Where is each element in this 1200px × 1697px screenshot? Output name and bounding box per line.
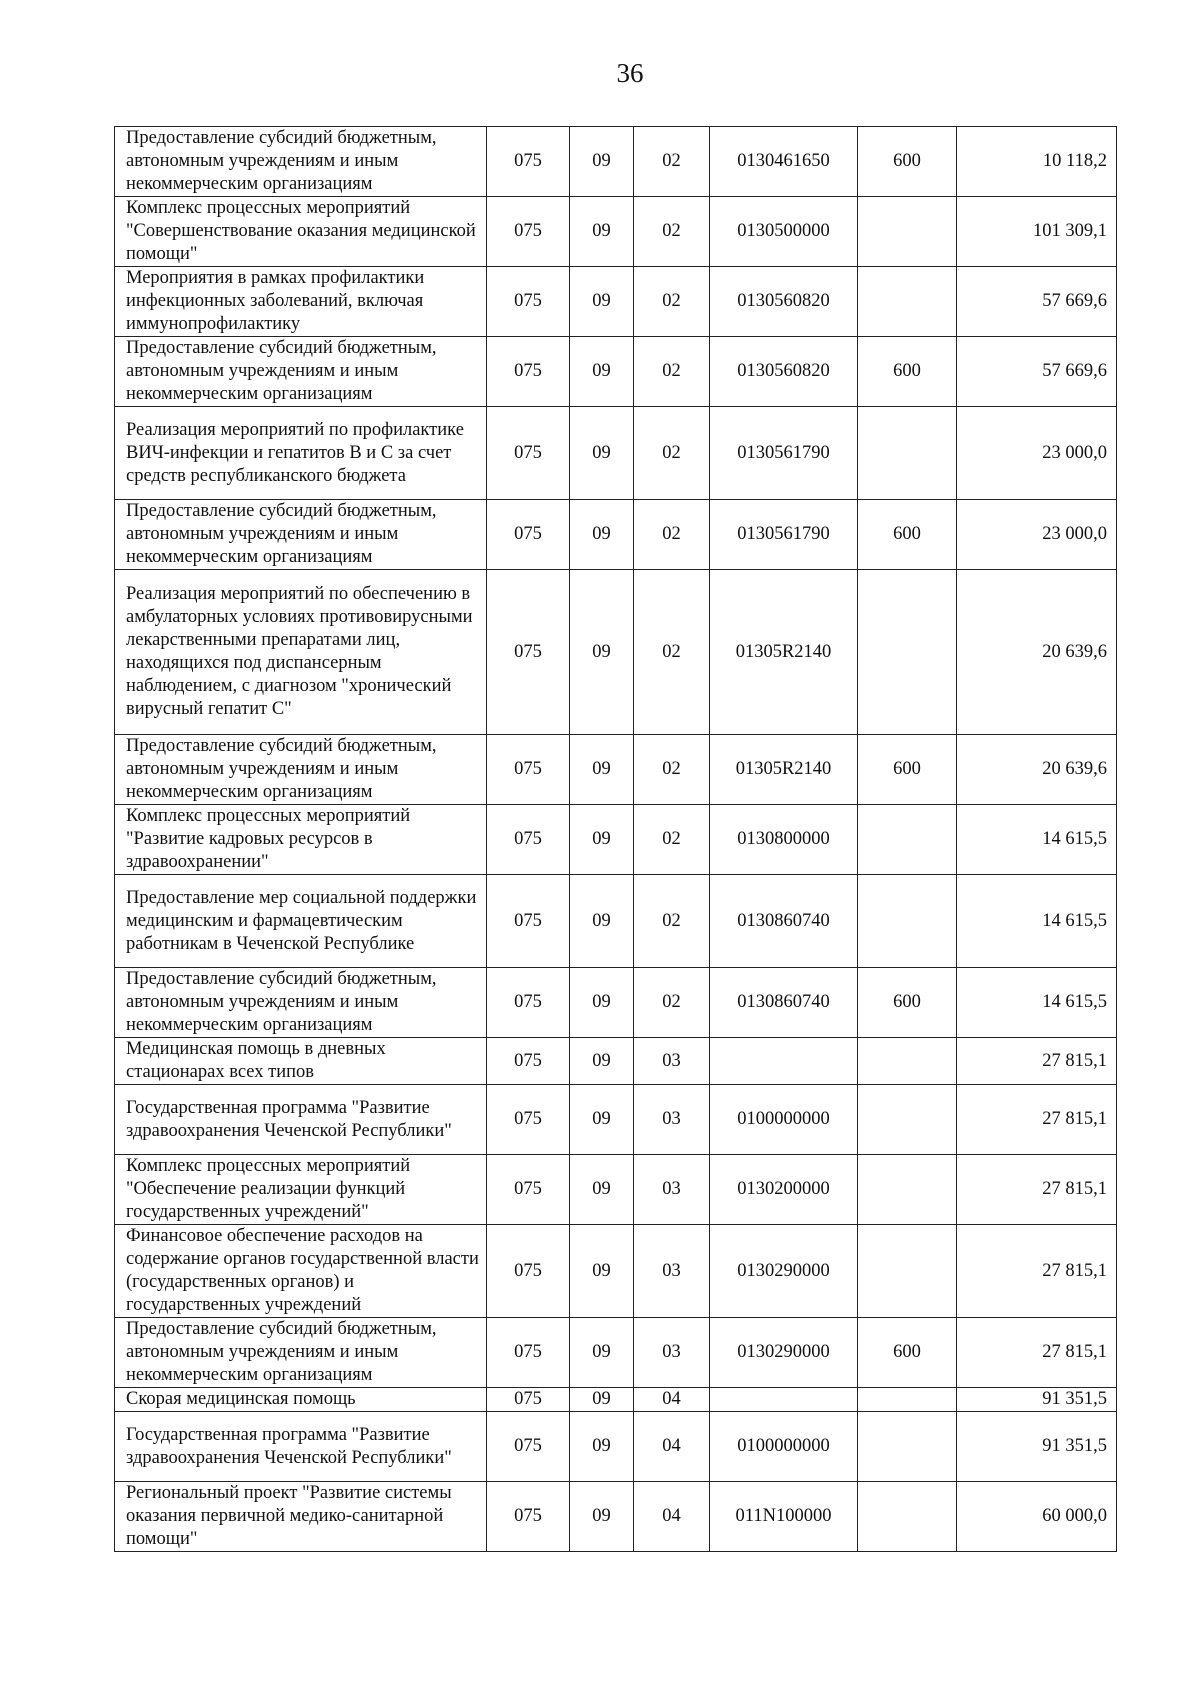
table-cell-name: Предоставление субсидий бюджетным, автономным учреждениям и иным некоммерческим организациям bbox=[115, 500, 487, 570]
table-cell-grbs: 075 bbox=[487, 127, 570, 197]
table-cell-amount: 27 815,1 bbox=[957, 1318, 1117, 1388]
page-number: 36 bbox=[616, 58, 644, 88]
table-cell-target-article: 0130200000 bbox=[710, 1155, 858, 1225]
table-row bbox=[115, 407, 1117, 500]
table-row bbox=[115, 337, 1117, 407]
table-cell-target-article: 011N100000 bbox=[710, 1482, 858, 1552]
table-cell-subsection: 02 bbox=[634, 337, 710, 407]
table-cell-amount: 14 615,5 bbox=[957, 968, 1117, 1038]
table-cell-expense-type bbox=[858, 1085, 957, 1155]
table-cell-grbs: 075 bbox=[487, 1318, 570, 1388]
table-cell-target-article: 0130800000 bbox=[710, 805, 858, 875]
table-cell-subsection: 02 bbox=[634, 127, 710, 197]
table-cell-subsection: 03 bbox=[634, 1085, 710, 1155]
budget-table bbox=[114, 126, 1117, 1552]
table-cell-section: 09 bbox=[570, 1038, 634, 1085]
table-cell-section: 09 bbox=[570, 1225, 634, 1318]
table-cell-target-article: 0130860740 bbox=[710, 875, 858, 968]
table-row bbox=[115, 735, 1117, 805]
table-cell-expense-type bbox=[858, 1388, 957, 1412]
table-cell-subsection: 02 bbox=[634, 805, 710, 875]
table-cell-amount: 20 639,6 bbox=[957, 570, 1117, 735]
table-row bbox=[115, 875, 1117, 968]
table-cell-subsection: 04 bbox=[634, 1412, 710, 1482]
table-cell-expense-type bbox=[858, 267, 957, 337]
table-cell-name: Медицинская помощь в дневных стационарах всех типов bbox=[115, 1038, 487, 1085]
table-cell-amount: 27 815,1 bbox=[957, 1225, 1117, 1318]
table-cell-grbs: 075 bbox=[487, 1085, 570, 1155]
table-cell-grbs: 075 bbox=[487, 875, 570, 968]
table-cell-target-article bbox=[710, 1388, 858, 1412]
table-cell-amount: 91 351,5 bbox=[957, 1412, 1117, 1482]
table-row bbox=[115, 1085, 1117, 1155]
table-cell-subsection: 02 bbox=[634, 735, 710, 805]
table-cell-section: 09 bbox=[570, 1482, 634, 1552]
table-cell-grbs: 075 bbox=[487, 1225, 570, 1318]
table-cell-grbs: 075 bbox=[487, 968, 570, 1038]
table-cell-expense-type: 600 bbox=[858, 1318, 957, 1388]
table-cell-expense-type: 600 bbox=[858, 127, 957, 197]
table-cell-subsection: 02 bbox=[634, 500, 710, 570]
table-cell-grbs: 075 bbox=[487, 1412, 570, 1482]
table-row bbox=[115, 267, 1117, 337]
table-cell-target-article: 0100000000 bbox=[710, 1412, 858, 1482]
table-cell-name: Комплекс процессных мероприятий "Совершенствование оказания медицинской помощи" bbox=[115, 197, 487, 267]
table-cell-expense-type: 600 bbox=[858, 735, 957, 805]
table-cell-name: Предоставление субсидий бюджетным, автономным учреждениям и иным некоммерческим организациям bbox=[115, 337, 487, 407]
table-cell-amount: 10 118,2 bbox=[957, 127, 1117, 197]
table-cell-target-article: 0130290000 bbox=[710, 1225, 858, 1318]
table-cell-name: Государственная программа "Развитие здравоохранения Чеченской Республики" bbox=[115, 1412, 487, 1482]
table-row bbox=[115, 1388, 1117, 1412]
table-cell-expense-type bbox=[858, 875, 957, 968]
table-cell-section: 09 bbox=[570, 1085, 634, 1155]
table-cell-grbs: 075 bbox=[487, 197, 570, 267]
table-cell-name: Комплекс процессных мероприятий "Развитие кадровых ресурсов в здравоохранении" bbox=[115, 805, 487, 875]
table-cell-target-article: 01305R2140 bbox=[710, 735, 858, 805]
table-cell-amount: 27 815,1 bbox=[957, 1155, 1117, 1225]
table-cell-subsection: 04 bbox=[634, 1482, 710, 1552]
table-cell-name: Предоставление субсидий бюджетным, автономным учреждениям и иным некоммерческим организациям bbox=[115, 1318, 487, 1388]
table-cell-subsection: 02 bbox=[634, 875, 710, 968]
table-cell-amount: 101 309,1 bbox=[957, 197, 1117, 267]
table-cell-section: 09 bbox=[570, 500, 634, 570]
table-cell-name: Финансовое обеспечение расходов на содержание органов государственной власти (государственных органов) и государственных учреждений bbox=[115, 1225, 487, 1318]
table-cell-amount: 14 615,5 bbox=[957, 875, 1117, 968]
table-row bbox=[115, 570, 1117, 735]
table-cell-amount: 27 815,1 bbox=[957, 1085, 1117, 1155]
table-cell-name: Предоставление мер социальной поддержки медицинским и фармацевтическим работникам в Чеченской Республике bbox=[115, 875, 487, 968]
table-cell-expense-type bbox=[858, 1155, 957, 1225]
table-row bbox=[115, 1318, 1117, 1388]
table-cell-target-article: 0130561790 bbox=[710, 407, 858, 500]
table-cell-name: Предоставление субсидий бюджетным, автономным учреждениям и иным некоммерческим организациям bbox=[115, 735, 487, 805]
table-cell-section: 09 bbox=[570, 197, 634, 267]
table-cell-subsection: 02 bbox=[634, 570, 710, 735]
table-cell-section: 09 bbox=[570, 570, 634, 735]
table-cell-grbs: 075 bbox=[487, 805, 570, 875]
table-cell-name: Мероприятия в рамках профилактики инфекционных заболеваний, включая иммунопрофилактику bbox=[115, 267, 487, 337]
table-cell-section: 09 bbox=[570, 1388, 634, 1412]
table-cell-expense-type: 600 bbox=[858, 968, 957, 1038]
table-cell-subsection: 04 bbox=[634, 1388, 710, 1412]
table-cell-section: 09 bbox=[570, 1155, 634, 1225]
table-row bbox=[115, 500, 1117, 570]
table-cell-target-article: 0130561790 bbox=[710, 500, 858, 570]
table-cell-subsection: 03 bbox=[634, 1038, 710, 1085]
table-cell-section: 09 bbox=[570, 1318, 634, 1388]
table-cell-section: 09 bbox=[570, 875, 634, 968]
table-cell-subsection: 02 bbox=[634, 968, 710, 1038]
table-cell-grbs: 075 bbox=[487, 407, 570, 500]
table-row bbox=[115, 1038, 1117, 1085]
table-cell-grbs: 075 bbox=[487, 1482, 570, 1552]
table-cell-grbs: 075 bbox=[487, 267, 570, 337]
table-cell-expense-type bbox=[858, 1225, 957, 1318]
table-cell-section: 09 bbox=[570, 127, 634, 197]
table-cell-amount: 23 000,0 bbox=[957, 407, 1117, 500]
table-cell-amount: 60 000,0 bbox=[957, 1482, 1117, 1552]
table-cell-expense-type bbox=[858, 1412, 957, 1482]
table-cell-expense-type bbox=[858, 407, 957, 500]
table-cell-expense-type bbox=[858, 570, 957, 735]
table-row bbox=[115, 197, 1117, 267]
table-cell-target-article: 0130560820 bbox=[710, 337, 858, 407]
table-cell-amount: 57 669,6 bbox=[957, 267, 1117, 337]
table-row bbox=[115, 1225, 1117, 1318]
table-cell-grbs: 075 bbox=[487, 1155, 570, 1225]
table-row bbox=[115, 805, 1117, 875]
table-cell-amount: 14 615,5 bbox=[957, 805, 1117, 875]
table-cell-name: Комплекс процессных мероприятий "Обеспечение реализации функций государственных учреждений" bbox=[115, 1155, 487, 1225]
table-cell-name: Региональный проект "Развитие системы оказания первичной медико-санитарной помощи" bbox=[115, 1482, 487, 1552]
table-cell-subsection: 03 bbox=[634, 1155, 710, 1225]
table-cell-target-article: 0100000000 bbox=[710, 1085, 858, 1155]
table-cell-subsection: 02 bbox=[634, 197, 710, 267]
table-cell-section: 09 bbox=[570, 1412, 634, 1482]
table-cell-target-article: 0130560820 bbox=[710, 267, 858, 337]
table-cell-expense-type: 600 bbox=[858, 500, 957, 570]
table-cell-name: Реализация мероприятий по профилактике ВИЧ-инфекции и гепатитов В и С за счет средств республиканского бюджета bbox=[115, 407, 487, 500]
table-cell-amount: 27 815,1 bbox=[957, 1038, 1117, 1085]
table-cell-subsection: 03 bbox=[634, 1318, 710, 1388]
table-cell-target-article: 0130500000 bbox=[710, 197, 858, 267]
table-cell-section: 09 bbox=[570, 337, 634, 407]
table-cell-section: 09 bbox=[570, 968, 634, 1038]
table-cell-expense-type bbox=[858, 1482, 957, 1552]
table-cell-amount: 57 669,6 bbox=[957, 337, 1117, 407]
table-cell-expense-type bbox=[858, 805, 957, 875]
table-cell-subsection: 02 bbox=[634, 407, 710, 500]
table-cell-name: Государственная программа "Развитие здравоохранения Чеченской Республики" bbox=[115, 1085, 487, 1155]
table-cell-grbs: 075 bbox=[487, 735, 570, 805]
table-cell-target-article: 0130860740 bbox=[710, 968, 858, 1038]
table-cell-expense-type: 600 bbox=[858, 337, 957, 407]
table-cell-name: Реализация мероприятий по обеспечению в амбулаторных условиях противовирусными лекарственными препаратами лиц, находящихся под диспансерным наблюдением, с диагнозом "хронический вирусный гепатит С" bbox=[115, 570, 487, 735]
table-cell-section: 09 bbox=[570, 407, 634, 500]
table-cell-amount: 20 639,6 bbox=[957, 735, 1117, 805]
table-cell-section: 09 bbox=[570, 735, 634, 805]
table-cell-grbs: 075 bbox=[487, 1388, 570, 1412]
table-cell-grbs: 075 bbox=[487, 570, 570, 735]
table-cell-section: 09 bbox=[570, 805, 634, 875]
table-cell-grbs: 075 bbox=[487, 337, 570, 407]
table-row bbox=[115, 968, 1117, 1038]
table-row bbox=[115, 1482, 1117, 1552]
table-cell-grbs: 075 bbox=[487, 1038, 570, 1085]
table-cell-target-article: 01305R2140 bbox=[710, 570, 858, 735]
table-cell-amount: 91 351,5 bbox=[957, 1388, 1117, 1412]
table-row bbox=[115, 1155, 1117, 1225]
table-row bbox=[115, 127, 1117, 197]
table-cell-subsection: 02 bbox=[634, 267, 710, 337]
table-cell-name: Скорая медицинская помощь bbox=[115, 1388, 487, 1412]
table-cell-amount: 23 000,0 bbox=[957, 500, 1117, 570]
table-cell-name: Предоставление субсидий бюджетным, автономным учреждениям и иным некоммерческим организациям bbox=[115, 127, 487, 197]
table-cell-grbs: 075 bbox=[487, 500, 570, 570]
table-cell-target-article bbox=[710, 1038, 858, 1085]
table-cell-expense-type bbox=[858, 197, 957, 267]
table-cell-expense-type bbox=[858, 1038, 957, 1085]
table-cell-subsection: 03 bbox=[634, 1225, 710, 1318]
table-cell-target-article: 0130290000 bbox=[710, 1318, 858, 1388]
table-cell-section: 09 bbox=[570, 267, 634, 337]
table-cell-name: Предоставление субсидий бюджетным, автономным учреждениям и иным некоммерческим организациям bbox=[115, 968, 487, 1038]
table-row bbox=[115, 1412, 1117, 1482]
table-cell-target-article: 0130461650 bbox=[710, 127, 858, 197]
